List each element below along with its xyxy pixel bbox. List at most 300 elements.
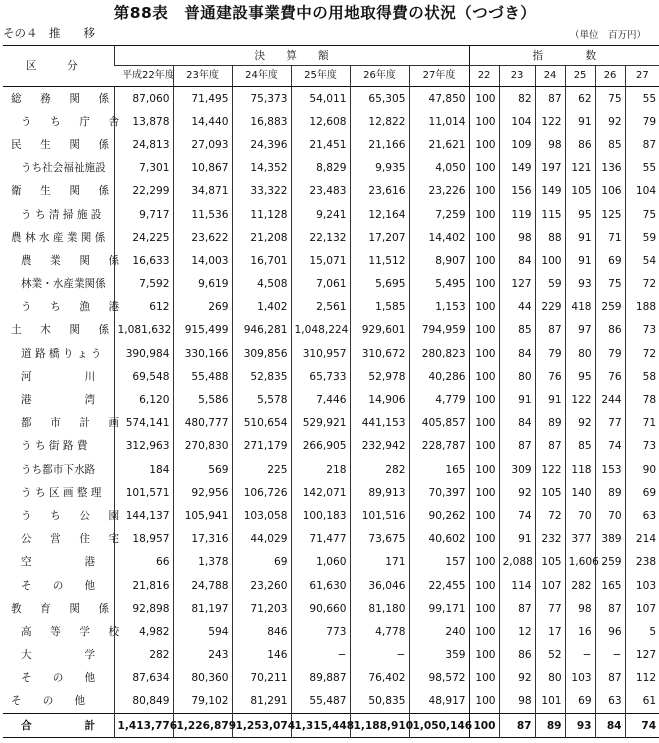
index-value: 122 xyxy=(535,110,565,133)
index-value: 87 xyxy=(535,435,565,458)
index-value: 74 xyxy=(595,435,625,458)
row-label: 空 港 xyxy=(21,556,96,569)
index-value: 77 xyxy=(595,412,625,435)
settlement-value: 330,166 xyxy=(173,342,232,365)
index-value: 100 xyxy=(469,203,499,226)
settlement-value: 15,071 xyxy=(291,249,350,272)
settlement-value: 310,672 xyxy=(350,342,409,365)
settlement-value: 4,779 xyxy=(409,388,469,411)
settlement-value: 1,402 xyxy=(232,296,291,319)
settlement-value: 66 xyxy=(114,551,173,574)
index-value: 140 xyxy=(565,481,595,504)
header-year: 26年度 xyxy=(350,66,409,87)
settlement-value: 1,413,776 xyxy=(114,714,173,738)
unit-label: （単位 百万円） xyxy=(569,30,646,41)
index-value: 418 xyxy=(565,296,595,319)
settlement-value: 1,315,448 xyxy=(291,714,350,738)
index-value: 5 xyxy=(625,620,659,643)
index-value: 90 xyxy=(625,458,659,481)
settlement-value: 14,906 xyxy=(350,388,409,411)
index-value: 95 xyxy=(565,365,595,388)
settlement-value: 773 xyxy=(291,620,350,643)
settlement-value: 80,849 xyxy=(114,690,173,714)
settlement-value: 16,633 xyxy=(114,249,173,272)
settlement-value: 92,898 xyxy=(114,597,173,620)
index-value: 100 xyxy=(469,412,499,435)
index-value: 84 xyxy=(595,714,625,738)
settlement-value: 14,402 xyxy=(409,226,469,249)
index-value: 136 xyxy=(595,157,625,180)
settlement-value: 17,207 xyxy=(350,226,409,249)
index-value: 106 xyxy=(595,180,625,203)
settlement-value: 312,963 xyxy=(114,435,173,458)
index-value: 75 xyxy=(595,273,625,296)
header-index-year: 25 xyxy=(565,66,595,87)
index-value: 70 xyxy=(595,504,625,527)
settlement-value: 105,941 xyxy=(173,504,232,527)
row-label: 農 業 関 係 xyxy=(21,254,124,267)
settlement-value: 103,058 xyxy=(232,504,291,527)
settlement-value: 266,905 xyxy=(291,435,350,458)
settlement-value: 282 xyxy=(350,458,409,481)
index-value: 100 xyxy=(469,180,499,203)
index-value: 87 xyxy=(535,87,565,111)
row-label: 合 計 xyxy=(3,714,114,738)
row-label: 河 川 xyxy=(21,370,96,383)
table-row xyxy=(3,203,659,226)
header-index-year: 22 xyxy=(469,66,499,87)
settlement-value: 11,014 xyxy=(409,110,469,133)
settlement-value: 146 xyxy=(232,644,291,667)
index-value: 122 xyxy=(535,458,565,481)
settlement-value: 13,878 xyxy=(114,110,173,133)
index-value: 103 xyxy=(625,574,659,597)
index-value: 92 xyxy=(499,667,535,690)
index-value: 58 xyxy=(625,365,659,388)
table-row xyxy=(3,504,659,527)
settlement-value: 1,188,910 xyxy=(350,714,409,738)
index-value: 100 xyxy=(469,133,499,156)
index-value: 86 xyxy=(499,644,535,667)
settlement-value: 9,935 xyxy=(350,157,409,180)
settlement-value: 7,061 xyxy=(291,273,350,296)
index-value: 85 xyxy=(595,133,625,156)
settlement-value: 18,957 xyxy=(114,528,173,551)
index-value: 377 xyxy=(565,528,595,551)
settlement-value: 480,777 xyxy=(173,412,232,435)
row-label: そ の 他 xyxy=(21,579,96,592)
settlement-value: 52,835 xyxy=(232,365,291,388)
settlement-value: 79,102 xyxy=(173,690,232,714)
header-year: 24年度 xyxy=(232,66,291,87)
index-value: 76 xyxy=(595,365,625,388)
settlement-value: 71,203 xyxy=(232,597,291,620)
index-value: 309 xyxy=(499,458,535,481)
index-value: 149 xyxy=(535,180,565,203)
row-label: う ち 公 園 xyxy=(21,509,124,522)
table-row xyxy=(3,481,659,504)
settlement-value: 228,787 xyxy=(409,435,469,458)
index-value: 389 xyxy=(595,528,625,551)
settlement-value: 69,548 xyxy=(114,365,173,388)
index-value: 72 xyxy=(625,342,659,365)
index-value: 85 xyxy=(499,319,535,342)
index-value: 87 xyxy=(625,133,659,156)
settlement-value: 232,942 xyxy=(350,435,409,458)
table-row xyxy=(3,180,659,203)
settlement-value: 12,608 xyxy=(291,110,350,133)
index-value: 70 xyxy=(565,504,595,527)
settlement-value: 7,259 xyxy=(409,203,469,226)
settlement-value: 510,654 xyxy=(232,412,291,435)
settlement-value: 24,396 xyxy=(232,133,291,156)
table-row xyxy=(3,388,659,411)
table-row xyxy=(3,435,659,458)
index-value: 100 xyxy=(469,157,499,180)
row-label: 都 市 計 画 xyxy=(21,417,124,430)
settlement-value: 48,917 xyxy=(409,690,469,714)
index-value: 82 xyxy=(499,87,535,111)
table-row xyxy=(3,157,659,180)
settlement-value: 22,455 xyxy=(409,574,469,597)
settlement-value: 794,959 xyxy=(409,319,469,342)
index-value: 100 xyxy=(469,551,499,574)
settlement-value: 11,512 xyxy=(350,249,409,272)
settlement-value: 23,483 xyxy=(291,180,350,203)
header-index-year: 23 xyxy=(499,66,535,87)
settlement-value: 5,495 xyxy=(409,273,469,296)
row-label: うち社会福祉施設 xyxy=(21,162,106,175)
index-value: 87 xyxy=(595,667,625,690)
settlement-value: − xyxy=(291,644,350,667)
index-value: 69 xyxy=(565,690,595,714)
page-title: 第88表 普通建設事業費中の用地取得費の状況（つづき） xyxy=(113,4,537,22)
index-value: 17 xyxy=(535,620,565,643)
settlement-value: 1,253,074 xyxy=(232,714,291,738)
settlement-value: 44,029 xyxy=(232,528,291,551)
index-value: 76 xyxy=(535,365,565,388)
settlement-value: 21,208 xyxy=(232,226,291,249)
index-value: 100 xyxy=(469,481,499,504)
index-value: 73 xyxy=(625,435,659,458)
table-row xyxy=(3,690,659,714)
settlement-value: 1,585 xyxy=(350,296,409,319)
settlement-value: 14,003 xyxy=(173,249,232,272)
settlement-value: 9,619 xyxy=(173,273,232,296)
index-value: 72 xyxy=(535,504,565,527)
row-label: そ の 他 xyxy=(21,672,96,685)
settlement-value: 144,137 xyxy=(114,504,173,527)
index-value: 100 xyxy=(469,504,499,527)
settlement-value: 81,197 xyxy=(173,597,232,620)
table-row xyxy=(3,110,659,133)
settlement-value: 40,602 xyxy=(409,528,469,551)
settlement-value: 21,621 xyxy=(409,133,469,156)
row-label: う ち 清 掃 施 設 xyxy=(21,208,102,221)
index-value: 87 xyxy=(535,319,565,342)
row-label: う ち 漁 港 xyxy=(21,301,124,314)
index-value: 122 xyxy=(565,388,595,411)
index-value: 149 xyxy=(499,157,535,180)
index-value: 100 xyxy=(469,435,499,458)
settlement-value: 54,011 xyxy=(291,87,350,111)
index-value: 100 xyxy=(469,226,499,249)
index-value: 100 xyxy=(469,273,499,296)
settlement-value: 569 xyxy=(173,458,232,481)
index-value: 96 xyxy=(595,620,625,643)
settlement-value: 171 xyxy=(350,551,409,574)
index-value: 16 xyxy=(565,620,595,643)
settlement-value: 4,508 xyxy=(232,273,291,296)
header-shisu: 指 数 xyxy=(469,46,659,66)
index-value: 259 xyxy=(595,296,625,319)
index-value: 80 xyxy=(565,342,595,365)
settlement-value: 8,907 xyxy=(409,249,469,272)
index-value: 71 xyxy=(625,412,659,435)
index-value: 52 xyxy=(535,644,565,667)
settlement-value: 282 xyxy=(114,644,173,667)
settlement-value: 99,171 xyxy=(409,597,469,620)
index-value: 54 xyxy=(625,249,659,272)
settlement-value: 6,120 xyxy=(114,388,173,411)
index-value: 92 xyxy=(565,412,595,435)
index-value: 259 xyxy=(595,551,625,574)
settlement-value: 310,957 xyxy=(291,342,350,365)
row-label: 大 学 xyxy=(21,649,96,662)
index-value: 107 xyxy=(625,597,659,620)
settlement-value: 184 xyxy=(114,458,173,481)
settlement-value: 225 xyxy=(232,458,291,481)
settlement-value: 33,322 xyxy=(232,180,291,203)
settlement-value: 280,823 xyxy=(409,342,469,365)
header-index-year: 26 xyxy=(595,66,625,87)
index-value: 91 xyxy=(499,528,535,551)
index-value: 121 xyxy=(565,157,595,180)
row-label: 高 等 学 校 xyxy=(21,625,124,638)
settlement-value: 7,446 xyxy=(291,388,350,411)
index-value: 100 xyxy=(469,342,499,365)
settlement-value: 7,301 xyxy=(114,157,173,180)
index-value: 84 xyxy=(499,342,535,365)
settlement-value: 270,830 xyxy=(173,435,232,458)
settlement-value: 441,153 xyxy=(350,412,409,435)
settlement-value: 529,921 xyxy=(291,412,350,435)
settlement-value: 5,586 xyxy=(173,388,232,411)
index-value: 188 xyxy=(625,296,659,319)
settlement-value: 1,226,879 xyxy=(173,714,232,738)
settlement-value: 65,733 xyxy=(291,365,350,388)
settlement-value: 47,850 xyxy=(409,87,469,111)
settlement-value: 390,984 xyxy=(114,342,173,365)
index-value: 87 xyxy=(595,597,625,620)
settlement-value: 106,726 xyxy=(232,481,291,504)
index-value: 100 xyxy=(469,714,499,738)
index-value: 105 xyxy=(565,180,595,203)
settlement-value: 22,299 xyxy=(114,180,173,203)
table-row xyxy=(3,412,659,435)
index-value: 100 xyxy=(469,249,499,272)
settlement-value: 165 xyxy=(409,458,469,481)
index-value: 44 xyxy=(499,296,535,319)
settlement-value: 5,695 xyxy=(350,273,409,296)
row-label: 農 林 水 産 業 関 係 xyxy=(11,231,106,244)
index-value: 91 xyxy=(499,388,535,411)
settlement-value: 1,153 xyxy=(409,296,469,319)
index-value: 100 xyxy=(469,597,499,620)
settlement-value: 7,592 xyxy=(114,273,173,296)
index-value: 98 xyxy=(499,690,535,714)
settlement-value: 271,179 xyxy=(232,435,291,458)
index-value: 95 xyxy=(565,203,595,226)
settlement-value: 80,360 xyxy=(173,667,232,690)
row-label: うち都市下水路 xyxy=(21,463,96,476)
index-value: 127 xyxy=(625,644,659,667)
settlement-value: 73,675 xyxy=(350,528,409,551)
settlement-value: 71,495 xyxy=(173,87,232,111)
index-value: 100 xyxy=(469,574,499,597)
index-value: 72 xyxy=(625,273,659,296)
table-row xyxy=(3,620,659,643)
settlement-value: 21,451 xyxy=(291,133,350,156)
index-value: 98 xyxy=(499,226,535,249)
row-label: 港 湾 xyxy=(21,394,96,407)
settlement-value: 71,477 xyxy=(291,528,350,551)
settlement-value: 50,835 xyxy=(350,690,409,714)
table-row xyxy=(3,249,659,272)
row-label: 林業・水産業関係 xyxy=(21,278,106,291)
settlement-value: 915,499 xyxy=(173,319,232,342)
settlement-value: 4,050 xyxy=(409,157,469,180)
settlement-value: 24,225 xyxy=(114,226,173,249)
settlement-value: 36,046 xyxy=(350,574,409,597)
index-value: 100 xyxy=(469,667,499,690)
settlement-value: 1,050,146 xyxy=(409,714,469,738)
settlement-value: 8,829 xyxy=(291,157,350,180)
settlement-value: 70,211 xyxy=(232,667,291,690)
index-value: 92 xyxy=(595,110,625,133)
index-value: 79 xyxy=(595,342,625,365)
header-year: 23年度 xyxy=(173,66,232,87)
index-value: 63 xyxy=(625,504,659,527)
index-value: 100 xyxy=(469,620,499,643)
index-value: − xyxy=(565,644,595,667)
table-row xyxy=(3,667,659,690)
header-index-year: 24 xyxy=(535,66,565,87)
index-value: 100 xyxy=(469,110,499,133)
table-row xyxy=(3,551,659,574)
settlement-value: 12,822 xyxy=(350,110,409,133)
index-value: 105 xyxy=(535,481,565,504)
index-value: 62 xyxy=(565,87,595,111)
settlement-value: 946,281 xyxy=(232,319,291,342)
index-value: 97 xyxy=(565,319,595,342)
index-value: 84 xyxy=(499,249,535,272)
row-label: う ち 区 画 整 理 xyxy=(21,486,102,499)
index-value: 1,606 xyxy=(565,551,595,574)
index-value: 78 xyxy=(625,388,659,411)
index-value: 153 xyxy=(595,458,625,481)
index-value: 244 xyxy=(595,388,625,411)
settlement-value: 309,856 xyxy=(232,342,291,365)
settlement-value: 90,660 xyxy=(291,597,350,620)
table-row xyxy=(3,644,659,667)
settlement-value: 1,081,632 xyxy=(114,319,173,342)
index-value: 282 xyxy=(565,574,595,597)
table-row xyxy=(3,226,659,249)
row-label: 教 育 関 係 xyxy=(11,602,114,615)
index-value: 119 xyxy=(499,203,535,226)
index-value: 98 xyxy=(565,597,595,620)
index-value: 229 xyxy=(535,296,565,319)
index-value: 238 xyxy=(625,551,659,574)
settlement-value: 5,578 xyxy=(232,388,291,411)
index-value: 105 xyxy=(535,551,565,574)
index-value: 79 xyxy=(535,342,565,365)
settlement-value: 12,164 xyxy=(350,203,409,226)
header-index-year: 27 xyxy=(625,66,659,87)
table-row xyxy=(3,273,659,296)
settlement-value: 24,788 xyxy=(173,574,232,597)
settlement-value: 21,166 xyxy=(350,133,409,156)
settlement-value: 14,352 xyxy=(232,157,291,180)
settlement-value: 9,717 xyxy=(114,203,173,226)
index-value: 69 xyxy=(625,481,659,504)
index-value: 87 xyxy=(499,714,535,738)
index-value: 63 xyxy=(595,690,625,714)
index-value: 61 xyxy=(625,690,659,714)
index-value: 55 xyxy=(625,87,659,111)
settlement-value: 89,887 xyxy=(291,667,350,690)
settlement-value: 1,048,224 xyxy=(291,319,350,342)
settlement-value: 61,630 xyxy=(291,574,350,597)
settlement-value: 4,778 xyxy=(350,620,409,643)
index-value: 100 xyxy=(535,249,565,272)
index-value: 59 xyxy=(535,273,565,296)
index-value: 104 xyxy=(625,180,659,203)
index-value: 100 xyxy=(469,644,499,667)
index-value: 115 xyxy=(535,203,565,226)
settlement-value: 23,616 xyxy=(350,180,409,203)
table-row xyxy=(3,342,659,365)
index-value: 100 xyxy=(469,319,499,342)
settlement-value: 101,516 xyxy=(350,504,409,527)
index-value: 12 xyxy=(499,620,535,643)
index-value: 91 xyxy=(535,388,565,411)
index-value: 86 xyxy=(595,319,625,342)
index-value: 100 xyxy=(469,296,499,319)
settlement-value: 1,060 xyxy=(291,551,350,574)
index-value: 88 xyxy=(535,226,565,249)
settlement-value: 55,487 xyxy=(291,690,350,714)
row-label: 道 路 橋 り ょ う xyxy=(21,347,102,360)
settlement-value: 81,291 xyxy=(232,690,291,714)
settlement-value: − xyxy=(350,644,409,667)
index-value: 77 xyxy=(535,597,565,620)
index-value: 80 xyxy=(535,667,565,690)
settlement-value: 22,132 xyxy=(291,226,350,249)
table-row xyxy=(3,714,659,738)
settlement-value: 70,397 xyxy=(409,481,469,504)
index-value: 109 xyxy=(499,133,535,156)
index-value: 125 xyxy=(595,203,625,226)
settlement-value: 612 xyxy=(114,296,173,319)
settlement-value: 16,701 xyxy=(232,249,291,272)
index-value: 100 xyxy=(469,458,499,481)
row-label: 総 務 関 係 xyxy=(11,92,114,105)
settlement-value: 23,226 xyxy=(409,180,469,203)
index-value: 100 xyxy=(469,365,499,388)
settlement-value: 11,536 xyxy=(173,203,232,226)
